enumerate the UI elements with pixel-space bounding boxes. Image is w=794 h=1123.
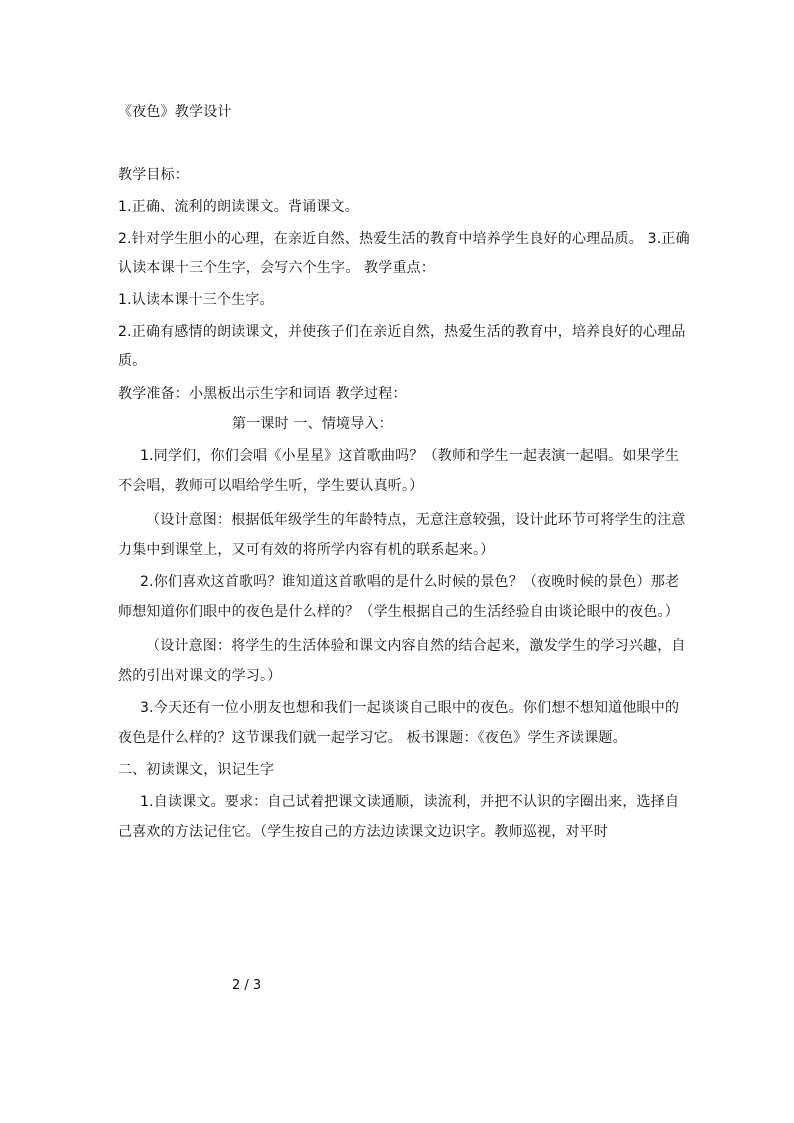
text-line: 质。 bbox=[118, 353, 147, 369]
text-line: 夜色是什么样的？这节课我们就一起学习它。 板书课题：《夜色》学生齐读课题。 bbox=[118, 730, 627, 746]
page-number: 2 / 3 bbox=[232, 978, 262, 993]
text-line: 力集中到课堂上，又可有效的将所学内容有机的联系起来。） bbox=[118, 542, 495, 558]
text-line: 教学目标： bbox=[118, 167, 189, 183]
text-line: （设计意图：根据低年级学生的年龄特点，无意注意较强，设计此环节可将学生的注意 bbox=[146, 512, 686, 528]
text-line: 然的引出对课文的学习。） bbox=[118, 668, 282, 684]
text-line: 二、初读课文，识记生字 bbox=[118, 762, 275, 778]
text-line: 认读本课十三个生字，会写六个生字。 教学重点： bbox=[118, 260, 436, 276]
text-line: 不会唱，教师可以唱给学生听，学生要认真听。） bbox=[118, 478, 424, 494]
document-title: 《夜色》教学设计 bbox=[118, 104, 232, 120]
text-line: 1.自读课文。要求：自己试着把课文读通顺，读流利，并把不认识的字圈出来，选择自 bbox=[140, 794, 680, 810]
text-line: 己喜欢的方法记住它。（学生按自己的方法边读课文边识字。教师巡视，对平时 bbox=[118, 824, 608, 840]
text-line: 师想知道你们眼中的夜色是什么样的？（学生根据自己的生活经验自由谈论眼中的夜色。） bbox=[118, 604, 679, 620]
text-line: 2.针对学生胆小的心理，在亲近自然、热爱生活的教育中培养学生良好的心理品质。 3.正确 bbox=[118, 231, 690, 247]
text-line: 1.正确、流利的朗读课文。背诵课文。 bbox=[118, 199, 359, 215]
text-line: 3.今天还有一位小朋友也想和我们一起谈谈自己眼中的夜色。你们想不想知道他眼中的 bbox=[140, 700, 680, 716]
text-line: 1.认读本课十三个生字。 bbox=[118, 292, 274, 308]
text-line: 2.你们喜欢这首歌吗？谁知道这首歌唱的是什么时候的景色？（夜晚时候的景色）那老 bbox=[140, 574, 680, 590]
text-line: 教学准备：小黑板出示生字和词语 教学过程： bbox=[118, 386, 407, 402]
text-line: 1.同学们，你们会唱《小星星》这首歌曲吗？（教师和学生一起表演一起唱。如果学生 bbox=[140, 448, 680, 464]
text-line: 2.正确有感情的朗读课文，并使孩子们在亲近自然，热爱生活的教育中，培养良好的心理品 bbox=[118, 324, 686, 340]
text-line: （设计意图：将学生的生活体验和课文内容自然的结合起来，激发学生的学习兴趣，自 bbox=[146, 638, 686, 654]
text-line: 第一课时 一、情境导入： bbox=[232, 416, 393, 432]
